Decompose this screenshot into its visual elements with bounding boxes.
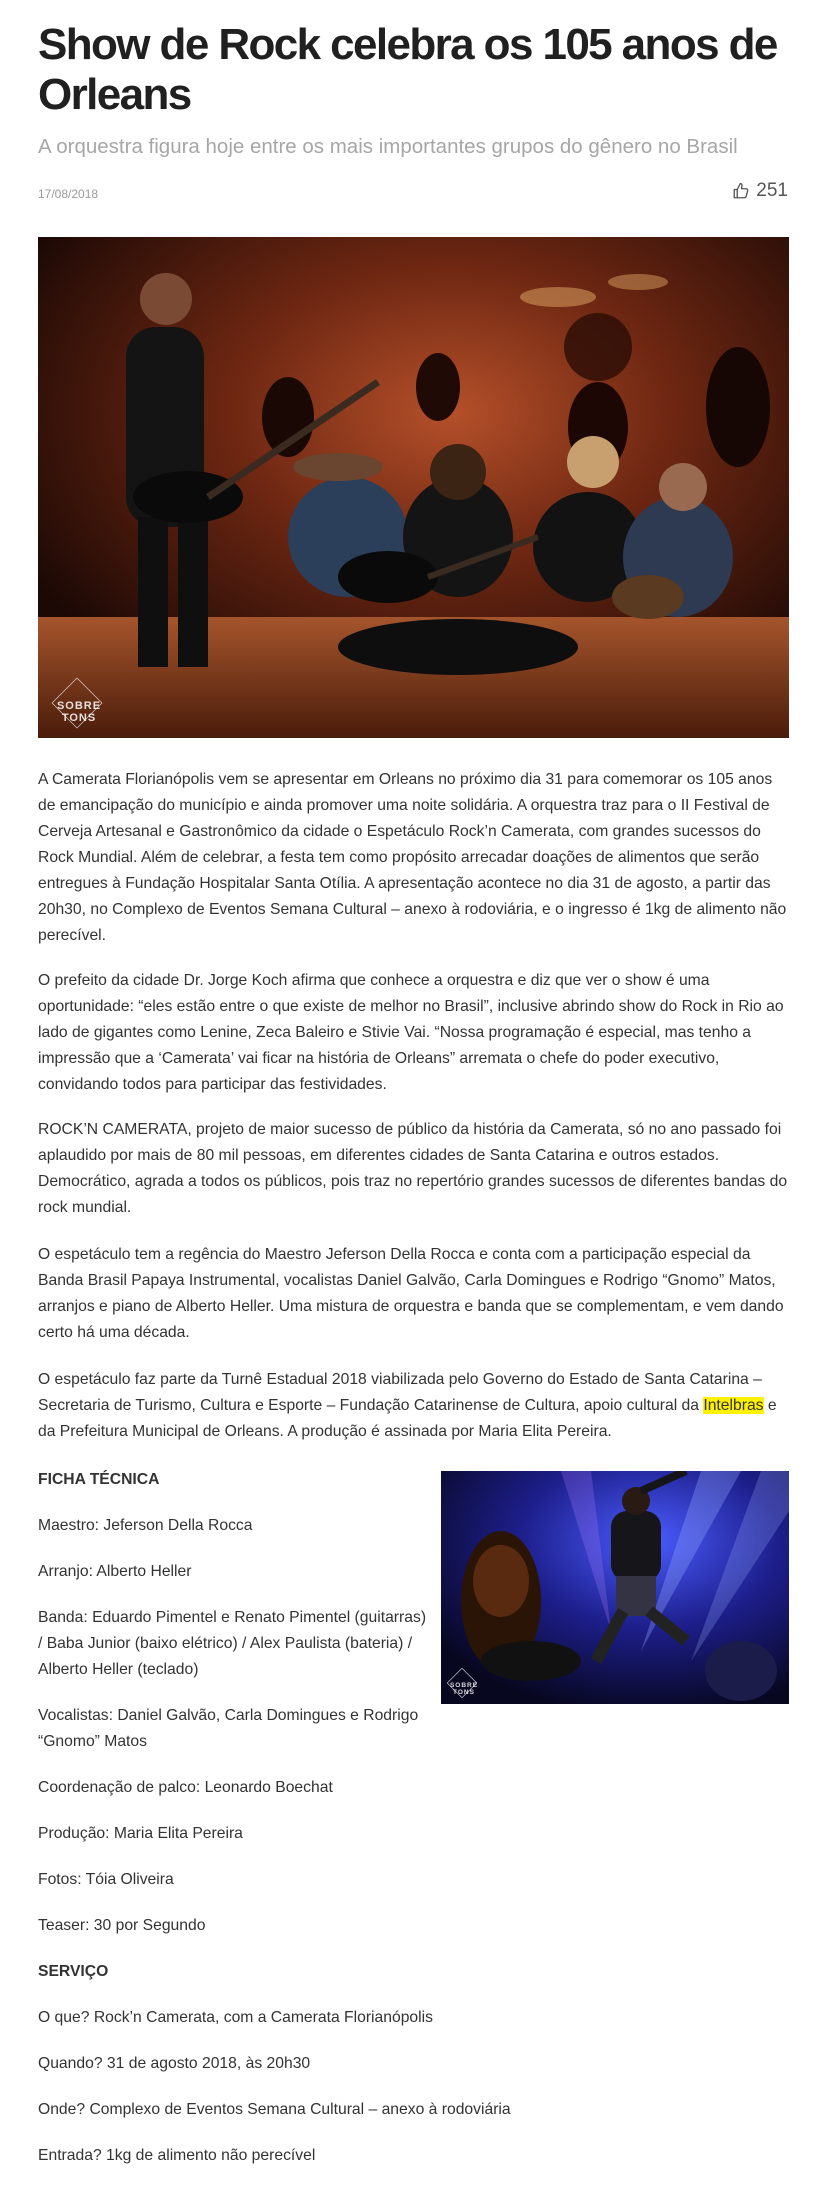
concert-photo <box>38 237 789 738</box>
ficha-banda: Banda: Eduardo Pimentel e Renato Pimentel (guitarras) / Baba Junior (baixo elétrico) / Alex Paulista (bateria) / Alberto Heller (teclado) <box>38 1609 427 1678</box>
servico-onde: Onde? Complexo de Eventos Semana Cultural – anexo à rodoviária <box>38 2101 511 2118</box>
servico-quando: Quando? 31 de agosto 2018, às 20h30 <box>38 2055 311 2072</box>
article-paragraph-1: A Camerata Florianópolis vem se apresentar em Orleans no próximo dia 31 para comemorar os 105 anos de emancipação do município e ainda promover uma noite solidária. A orquestra traz para o II Festival de Cerveja Artesanal e Gastronômico da cidade o Espetáculo Rock’n Camerata, com grandes sucessos do Rock Mundial. Além de celebrar, a festa tem como propósito arrecadar doações de alimentos que serão entregues à Fundação Hospitalar Santa Otília. A apresentação acontece no dia 31 de agosto, a partir das 20h30, no Complexo de Eventos Semana Cultural – anexo à rodoviária, e o ingresso é 1kg de alimento não perecível. <box>38 771 787 944</box>
article-paragraph-2: O prefeito da cidade Dr. Jorge Koch afirma que conhece a orquestra e diz que ver o show é uma oportunidade: “eles estão entre o que existe de melhor no Brasil”, inclusive abrindo show do Rock in Rio ao lado de gigantes como Lenine, Zeca Baleiro e Stivie Vai. “Nossa programação é especial, mas tenho a impressão que a ‘Camerata’ vai ficar na história de Orleans” arremata o chefe do poder executivo, convidando todos para participar das festividades. <box>38 972 784 1093</box>
ficha-coordenacao: Coordenação de palco: Leonardo Boechat <box>38 1779 333 1796</box>
paragraph-text: e da Prefeitura Municipal de Orleans. A produção é assinada por Maria Elita Pereira. <box>38 1397 777 1440</box>
ficha-vocalistas: Vocalistas: Daniel Galvão, Carla Domingues e Rodrigo “Gnomo” Matos <box>38 1707 419 1750</box>
ficha-tecnica-heading: FICHA TÉCNICA <box>38 1471 160 1488</box>
like-count: 251 <box>756 180 788 201</box>
like-button[interactable] <box>732 180 788 202</box>
servico-oque: O que? Rock’n Camerata, com a Camerata Florianópolis <box>38 2009 433 2026</box>
sobre-tons-logo-text: SOBRE TONS <box>449 1682 479 1696</box>
ficha-teaser: Teaser: 30 por Segundo <box>38 1917 206 1934</box>
servico-heading: SERVIÇO <box>38 1963 109 1980</box>
sobre-tons-logo-text: SOBRE TONS <box>56 700 102 724</box>
ficha-producao: Produção: Maria Elita Pereira <box>38 1825 243 1842</box>
article-paragraph-5 <box>38 1367 793 1445</box>
paragraph-text: O espetáculo faz parte da Turnê Estadual 2018 viabilizada pelo Governo do Estado de Santa Catarina – Secretaria de Turismo, Cultura e Esporte – Fundação Catarinense de Cultura, apoio cultural da <box>38 1371 762 1414</box>
article-title: Show de Rock celebra os 105 anos de Orleans <box>38 20 777 119</box>
article-date: 17/08/2018 <box>38 187 99 201</box>
article-paragraph-3: ROCK’N CAMERATA, projeto de maior sucesso de público da história da Camerata, só no ano passado foi aplaudido por mais de 80 mil pessoas, em diferentes cidades de Santa Catarina e outros estados. Democrático, agrada a todos os públicos, pois traz no repertório grandes sucessos de diferentes bandas do rock mundial. <box>38 1121 788 1216</box>
article-paragraph-4: O espetáculo tem a regência do Maestro Jeferson Della Rocca e conta com a participação especial da Banda Brasil Papaya Instrumental, vocalistas Daniel Galvão, Carla Domingues e Rodrigo “Gnomo” Matos, arranjos e piano de Alberto Heller. Uma mistura de orquestra e banda que se complementam, e vem dando certo há uma década. <box>38 1246 784 1341</box>
servico-entrada: Entrada? 1kg de alimento não perecível <box>38 2147 316 2164</box>
ficha-arranjo: Arranjo: Alberto Heller <box>38 1563 192 1580</box>
thumbs-up-icon <box>732 182 750 200</box>
article-subtitle: A orquestra figura hoje entre os mais importantes grupos do gênero no Brasil <box>38 135 738 158</box>
singer-photo <box>441 1471 789 1704</box>
ficha-maestro: Maestro: Jeferson Della Rocca <box>38 1517 253 1534</box>
sponsor-link[interactable]: Intelbras <box>703 1397 764 1414</box>
ficha-fotos: Fotos: Tóia Oliveira <box>38 1871 174 1888</box>
